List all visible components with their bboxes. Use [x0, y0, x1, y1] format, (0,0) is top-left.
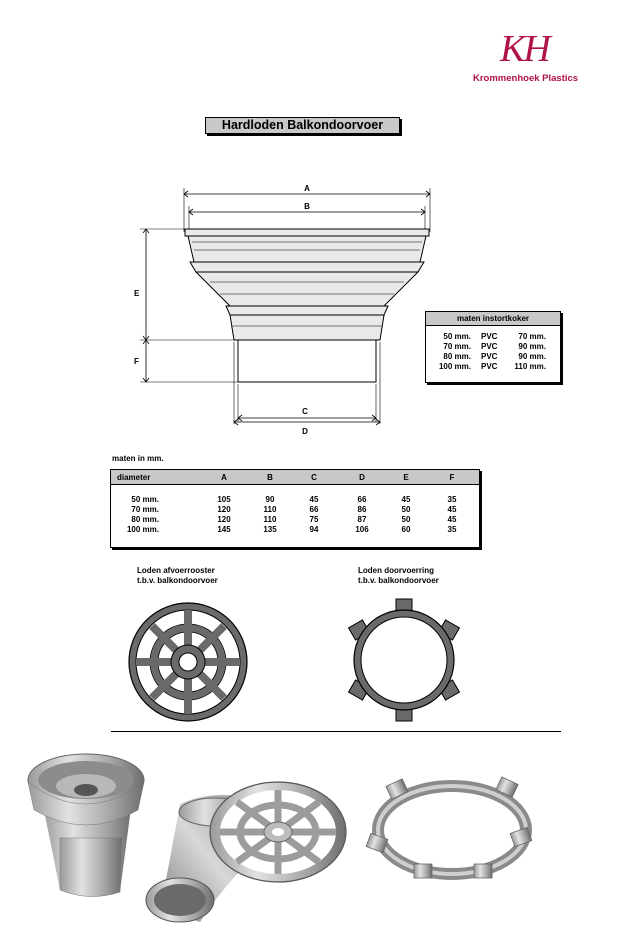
dim-label-d: D: [302, 427, 308, 436]
dim-label-e: E: [134, 289, 140, 298]
instortkoker-value: 110 mm.: [514, 362, 546, 371]
units-note: maten in mm.: [112, 454, 164, 463]
table-cell: 80 mm.: [131, 515, 159, 524]
header-cell: A: [221, 473, 227, 482]
dim-label-a: A: [304, 184, 310, 193]
ring-caption-line1: Loden doorvoerring: [358, 566, 434, 575]
table-cell: 110: [263, 515, 277, 524]
dimension-table-header: [111, 470, 479, 485]
product-photos: [20, 740, 620, 925]
table-cell: 90: [265, 495, 275, 504]
dim-label-f: F: [134, 357, 139, 366]
header-cell: D: [359, 473, 365, 482]
instortkoker-table: [425, 311, 561, 383]
dim-label-b: B: [304, 202, 310, 211]
company-logo-mark: KH: [500, 28, 549, 70]
header-cell: B: [267, 473, 273, 482]
funnel-photo: [28, 754, 144, 897]
table-cell: 94: [309, 525, 319, 534]
instortkoker-size: 50 mm.: [443, 332, 471, 341]
company-name: Krommenhoek Plastics: [473, 73, 579, 84]
table-cell: 35: [447, 525, 457, 534]
instortkoker-size: 80 mm.: [443, 352, 471, 361]
table-cell: 50: [401, 505, 411, 514]
table-cell: 100 mm.: [126, 525, 159, 534]
table-cell: 135: [263, 525, 277, 534]
instortkoker-material: PVC: [481, 342, 498, 351]
grate-caption-line1: Loden afvoerrooster: [137, 566, 215, 575]
table-cell: 86: [357, 505, 367, 514]
grate-photo: [210, 782, 346, 882]
table-cell: 120: [217, 505, 231, 514]
grate-drawing: [125, 597, 251, 727]
instortkoker-value: 90 mm.: [518, 352, 546, 361]
instortkoker-value: 90 mm.: [518, 342, 546, 351]
instortkoker-material: PVC: [481, 362, 498, 371]
table-cell: 66: [309, 505, 319, 514]
table-cell: 45: [447, 515, 457, 524]
table-cell: 105: [217, 495, 231, 504]
section-divider: [111, 731, 561, 732]
instortkoker-size: 70 mm.: [443, 342, 471, 351]
page-title: Hardloden Balkondoorvoer: [205, 117, 400, 134]
table-cell: 145: [217, 525, 231, 534]
table-cell: 120: [217, 515, 231, 524]
header-cell: E: [403, 473, 409, 482]
table-cell: 50 mm.: [131, 495, 159, 504]
grate-caption: [137, 566, 218, 586]
table-cell: 60: [401, 525, 411, 534]
ring-caption: [358, 566, 439, 586]
table-cell: 45: [309, 495, 319, 504]
header-cell: diameter: [117, 473, 151, 482]
grate-caption-line2: t.b.v. balkondoorvoer: [137, 576, 218, 585]
table-cell: 87: [357, 515, 367, 524]
table-cell: 106: [355, 525, 369, 534]
table-cell: 110: [263, 505, 277, 514]
dimension-table: [110, 469, 480, 548]
table-cell: 45: [401, 495, 411, 504]
table-cell: 35: [447, 495, 457, 504]
dim-label-c: C: [302, 407, 308, 416]
instortkoker-material: PVC: [481, 332, 498, 341]
table-cell: 66: [357, 495, 367, 504]
instortkoker-size: 100 mm.: [438, 362, 471, 371]
ring-drawing: [343, 597, 465, 723]
instortkoker-value: 70 mm.: [518, 332, 546, 341]
instortkoker-header: maten instortkoker: [426, 312, 560, 326]
table-cell: 70 mm.: [131, 505, 159, 514]
table-cell: 50: [401, 515, 411, 524]
instortkoker-material: PVC: [481, 352, 498, 361]
table-cell: 75: [309, 515, 319, 524]
header-cell: F: [449, 473, 455, 482]
ring-photo: [366, 777, 532, 878]
ring-caption-line2: t.b.v. balkondoorvoer: [358, 576, 439, 585]
table-cell: 45: [447, 505, 457, 514]
header-cell: C: [311, 473, 317, 482]
